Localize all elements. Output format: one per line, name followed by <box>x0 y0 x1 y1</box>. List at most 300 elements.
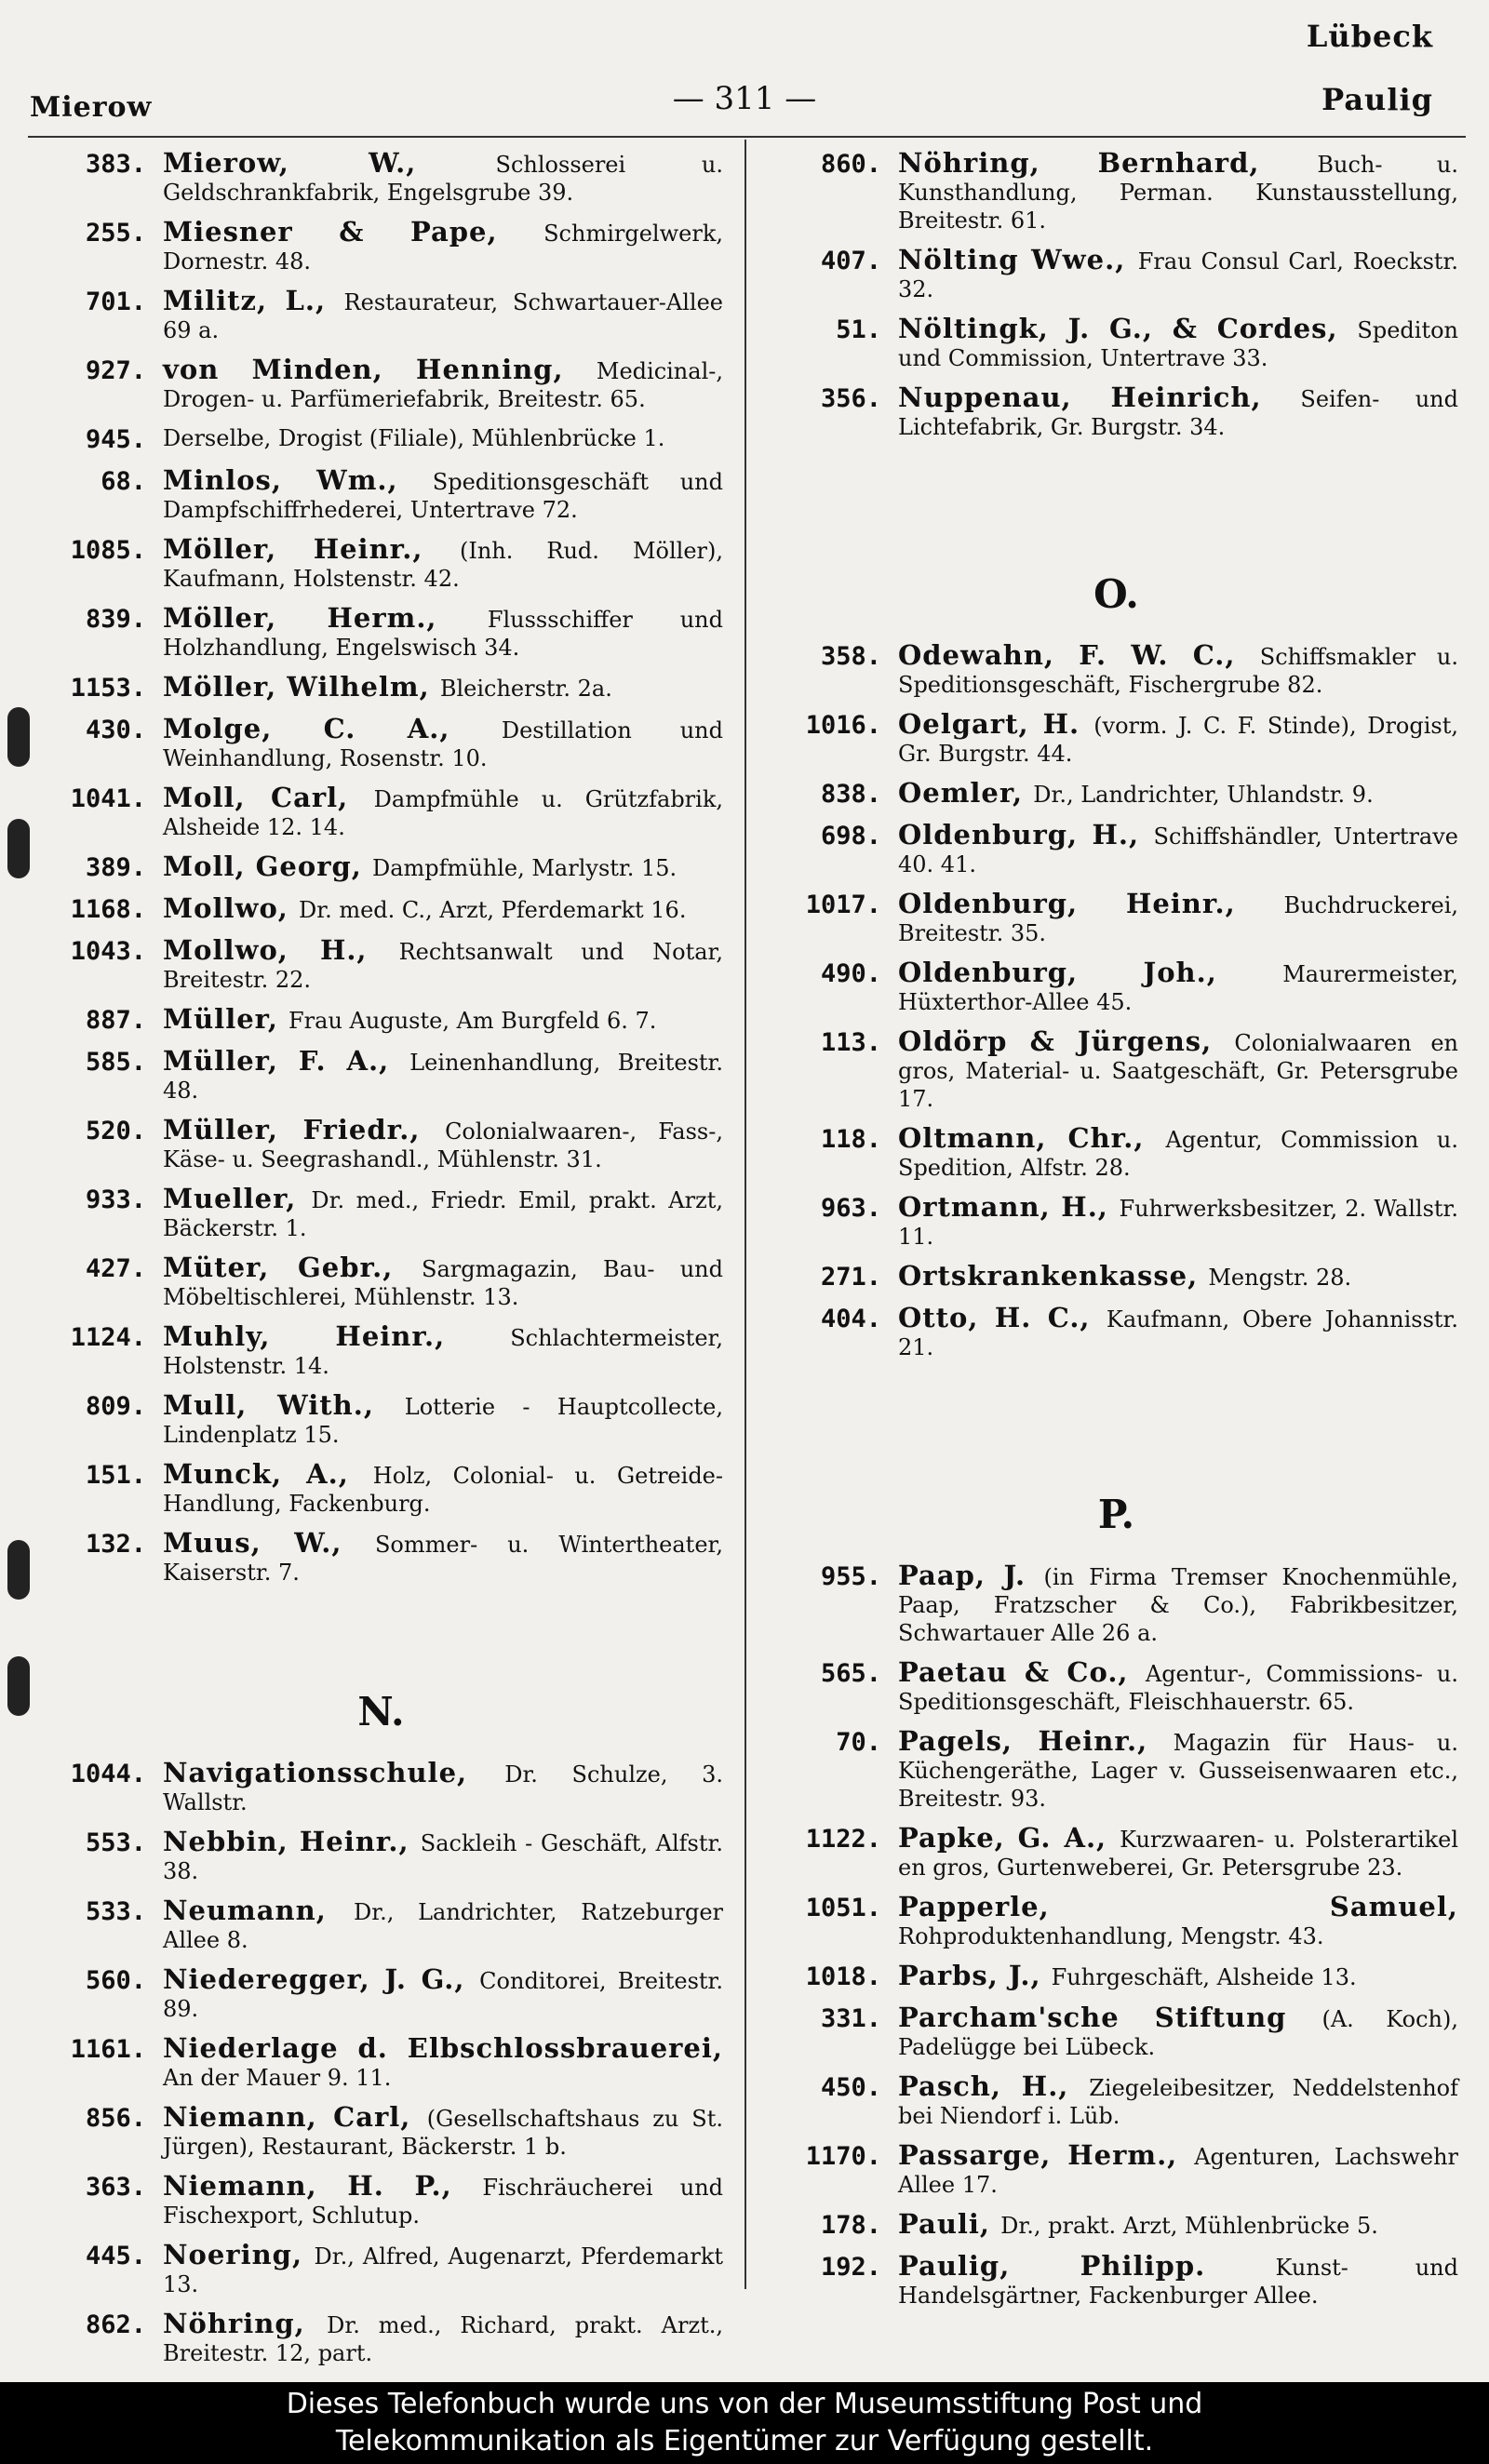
directory-entry <box>774 1893 1458 1950</box>
entry-text <box>163 1460 723 1518</box>
entry-details: Frau Auguste, Am Burgfeld 6. 7. <box>288 1008 657 1034</box>
entry-name: Pasch, H., <box>898 2070 1090 2102</box>
entry-details: Dr., prakt. Arzt, Mühlenbrücke 5. <box>1000 2213 1378 2239</box>
phone-number: 1044. <box>70 1760 146 1788</box>
directory-entry <box>39 1322 723 1380</box>
column-divider <box>744 140 746 2289</box>
entry-name: Möller, Herm., <box>163 602 488 634</box>
directory-entry <box>774 641 1458 699</box>
directory-entry <box>774 2072 1458 2130</box>
entry-details: Buch- u. Kunsthandlung, Perman. Kunstausstellung, Breitestr. 61. <box>898 152 1458 234</box>
phone-number: 1124. <box>70 1323 146 1352</box>
entry-text <box>163 604 723 662</box>
directory-entry <box>774 1658 1458 1716</box>
directory-entry <box>39 1896 723 1954</box>
phone-number: 533. <box>85 1897 146 1926</box>
entry-text <box>163 466 723 524</box>
directory-entry <box>774 1561 1458 1647</box>
entry-text <box>163 218 723 275</box>
entry-name: Möller, Heinr., <box>163 533 460 565</box>
entry-name: Moll, Carl, <box>163 782 374 813</box>
entry-name: Mollwo, <box>163 892 299 924</box>
entry-text <box>898 1824 1458 1881</box>
phone-number: 565. <box>820 1659 881 1688</box>
phone-number: 839. <box>85 605 146 634</box>
binding-hole <box>7 819 30 878</box>
directory-entry <box>39 1828 723 1885</box>
entry-text <box>163 1253 723 1311</box>
entry-text <box>898 1193 1458 1251</box>
phone-number: 363. <box>85 2173 146 2202</box>
entry-name: Muhly, Heinr., <box>163 1320 511 1352</box>
entry-details: Schlachtermeister, Holstenstr. 14. <box>163 1325 723 1379</box>
phone-number: 1085. <box>70 536 146 565</box>
section-letter: P. <box>1097 1492 1135 1537</box>
entry-details: Bleicherstr. 2a. <box>439 676 612 702</box>
directory-entry <box>39 2034 723 2092</box>
phone-number: 132. <box>85 1530 146 1559</box>
entry-details: Derselbe, Drogist (Filiale), Mühlenbrücke 1. <box>163 425 665 451</box>
entry-details: Dr., Landrichter, Ratzeburger Allee 8. <box>163 1899 723 1953</box>
entry-text <box>898 779 1458 809</box>
footer-line-2: Telekommunikation als Eigentümer zur Verfügung gestellt. <box>335 2425 1154 2457</box>
left-column <box>39 149 723 2378</box>
entry-text <box>163 149 723 207</box>
entry-name: Mollwo, H., <box>163 934 399 966</box>
directory-entry <box>774 1727 1458 1813</box>
entry-name: Papke, G. A., <box>898 1822 1120 1854</box>
entry-name: Niemann, Carl, <box>163 2101 427 2133</box>
phone-number: 701. <box>85 288 146 316</box>
directory-entry <box>774 2252 1458 2310</box>
entry-details: Buchdruckerei, Breitestr. 35. <box>898 892 1458 946</box>
directory-entry <box>39 424 723 455</box>
phone-number: 113. <box>820 1028 881 1057</box>
entry-details: Dr. Schulze, 3. Wallstr. <box>163 1761 723 1815</box>
entry-details: Sommer- u. Wintertheater, Kaiserstr. 7. <box>163 1532 723 1586</box>
entry-name: Oldenburg, H., <box>898 819 1154 850</box>
entry-text <box>163 894 723 924</box>
directory-entry <box>39 1965 723 2023</box>
page-number: — 311 — <box>672 80 817 117</box>
phone-number: 860. <box>820 150 881 179</box>
phone-number: 1043. <box>70 937 146 966</box>
directory-entry <box>774 2210 1458 2241</box>
entry-text <box>163 2103 723 2161</box>
entry-name: Nöhring, Bernhard, <box>898 147 1318 179</box>
entry-name: Noering, <box>163 2239 315 2270</box>
entry-details: Lotterie - Hauptcollecte, Lindenplatz 15. <box>163 1394 723 1448</box>
directory-entry <box>774 2141 1458 2199</box>
directory-entry <box>39 1460 723 1518</box>
entry-details: Fuhrgeschäft, Alsheide 13. <box>1051 1964 1357 1990</box>
entry-name: Oldenburg, Heinr., <box>898 888 1284 919</box>
entry-text <box>898 383 1458 441</box>
directory-entry <box>39 355 723 413</box>
entry-text <box>898 1727 1458 1813</box>
phone-number: 1017. <box>805 891 881 919</box>
entry-name: Müller, Friedr., <box>163 1114 446 1145</box>
entry-name: Mueller, <box>163 1183 312 1214</box>
phone-number: 118. <box>820 1125 881 1154</box>
directory-entry <box>39 936 723 994</box>
entry-name: Oldörp & Jürgens, <box>898 1025 1235 1057</box>
phone-number: 450. <box>820 2073 881 2102</box>
entry-details: (vorm. J. C. F. Stinde), Drogist, Gr. Burgstr. 44. <box>898 713 1458 767</box>
directory-entry <box>774 149 1458 234</box>
phone-number: 68. <box>101 467 146 496</box>
entry-details: Magazin für Haus- u. Küchengeräthe, Lager v. Gusseisenwaaren etc., Breitestr. 93. <box>898 1730 1458 1812</box>
entry-details: Dr. med., Richard, prakt. Arzt., Breitestr. 12, part. <box>163 2312 723 2366</box>
phone-number: 255. <box>85 219 146 248</box>
phone-number: 51. <box>836 315 881 344</box>
entry-text <box>898 315 1458 372</box>
directory-entry <box>774 958 1458 1016</box>
entry-details: Dr. med. C., Arzt, Pferdemarkt 16. <box>298 897 687 923</box>
entry-text <box>163 673 723 703</box>
entry-details: Sackleih - Geschäft, Alfstr. 38. <box>163 1830 723 1884</box>
directory-entry <box>774 246 1458 303</box>
phone-number: 383. <box>85 150 146 179</box>
directory-entry <box>774 1193 1458 1251</box>
entry-text <box>163 1759 723 1816</box>
phone-number: 407. <box>820 247 881 275</box>
entry-text <box>163 535 723 593</box>
entry-name: Ortskrankenkasse, <box>898 1260 1209 1292</box>
directory-entry <box>774 1304 1458 1361</box>
entry-details: Speditionsgeschäft und Dampfschiffrhederei, Untertrave 72. <box>163 469 723 523</box>
phone-number: 698. <box>820 822 881 850</box>
entry-name: Mull, With., <box>163 1389 405 1421</box>
entry-name: Niederegger, J. G., <box>163 1963 480 1995</box>
directory-entry <box>774 383 1458 441</box>
entry-name: Minlos, Wm., <box>163 464 433 496</box>
entry-text <box>163 1185 723 1242</box>
directory-entry <box>774 821 1458 878</box>
entry-details: Kurzwaaren- u. Polsterartikel en gros, Gurtenweberei, Gr. Petersgrube 23. <box>898 1827 1458 1881</box>
entry-name: Militz, L., <box>163 285 344 316</box>
entry-details: An der Mauer 9. 11. <box>163 2065 392 2091</box>
entry-text <box>898 1262 1458 1292</box>
entry-details: Restaurateur, Schwartauer-Allee 69 a. <box>163 289 723 343</box>
directory-entry <box>39 2172 723 2230</box>
entry-name: Pauli, <box>898 2208 1001 2240</box>
phone-number: 271. <box>820 1263 881 1292</box>
entry-name: Oemler, <box>898 777 1034 809</box>
directory-entry <box>774 1962 1458 1992</box>
directory-entry <box>39 1185 723 1242</box>
binding-hole <box>7 1540 30 1600</box>
entry-name: Otto, H. C., <box>898 1302 1107 1333</box>
phone-number: 1016. <box>805 711 881 740</box>
directory-entry <box>774 1124 1458 1182</box>
header-rule <box>28 136 1466 138</box>
directory-entry <box>39 894 723 925</box>
entry-text <box>898 1658 1458 1716</box>
entry-text <box>898 2210 1458 2240</box>
phone-number: 490. <box>820 959 881 988</box>
phone-number: 809. <box>85 1392 146 1421</box>
directory-entry <box>39 535 723 593</box>
entry-details: Agentur-, Commissions- u. Speditionsgeschäft, Fleischhauerstr. 65. <box>898 1661 1459 1715</box>
phone-number: 1122. <box>805 1825 881 1854</box>
phone-number: 1161. <box>70 2035 146 2064</box>
entry-name: Passarge, Herm., <box>898 2139 1195 2171</box>
phone-number: 553. <box>85 1828 146 1857</box>
entry-details: Dampfmühle u. Grützfabrik, Alsheide 12. 14. <box>163 786 723 840</box>
entry-details: Leinenhandlung, Breitestr. 48. <box>163 1050 723 1104</box>
entry-text <box>898 2252 1458 2310</box>
entry-details: Seifen- und Lichtefabrik, Gr. Burgstr. 34. <box>898 386 1458 440</box>
directory-entry <box>774 710 1458 768</box>
entry-text <box>898 2141 1458 2199</box>
phone-number: 520. <box>85 1117 146 1145</box>
entry-details: Schiffsmakler u. Speditionsgeschäft, Fischergrube 82. <box>898 644 1458 698</box>
entry-details: Kunst- und Handelsgärtner, Fackenburger Allee. <box>898 2255 1458 2309</box>
entry-details: Sargmagazin, Bau- und Möbeltischlerei, Mühlenstr. 13. <box>163 1256 724 1310</box>
phone-number: 404. <box>820 1305 881 1333</box>
phone-number: 927. <box>85 356 146 385</box>
footer-line-1: Dieses Telefonbuch wurde uns von der Museumsstiftung Post und <box>286 2388 1203 2420</box>
entry-details: Schmirgelwerk, Dornestr. 48. <box>163 221 723 275</box>
directory-entry <box>774 2003 1458 2061</box>
entry-name: Mierow, W., <box>163 147 496 179</box>
entry-text <box>163 1965 723 2023</box>
phone-number: 1153. <box>70 674 146 703</box>
entry-details: Ziegeleibesitzer, Neddelstenhof bei Niendorf i. Lüb. <box>898 2075 1458 2129</box>
phone-number: 358. <box>820 642 881 671</box>
directory-entry <box>39 1391 723 1449</box>
directory-entry <box>39 852 723 883</box>
entry-name: Niederlage d. Elbschlossbrauerei, <box>163 2032 723 2064</box>
directory-entry <box>39 673 723 703</box>
entry-text <box>898 1304 1458 1361</box>
entry-name: Müller, <box>163 1003 289 1035</box>
phone-number: 933. <box>85 1185 146 1214</box>
directory-entry <box>774 315 1458 372</box>
entry-text <box>163 424 723 452</box>
entry-text <box>163 355 723 413</box>
entry-details: Dr., Alfred, Augenarzt, Pferdemarkt 13. <box>163 2243 723 2297</box>
entry-text <box>163 715 723 772</box>
directory-entry <box>39 2103 723 2161</box>
entry-details: Medicinal-, Drogen- u. Parfümeriefabrik, Breitestr. 65. <box>163 358 723 412</box>
entry-name: Neumann, <box>163 1895 354 1926</box>
entry-text <box>898 149 1458 234</box>
phone-number: 585. <box>85 1048 146 1077</box>
directory-entry <box>39 466 723 524</box>
entry-text <box>163 2241 723 2298</box>
entry-name: Parbs, J., <box>898 1960 1052 1991</box>
entry-details: Frau Consul Carl, Roeckstr. 32. <box>898 248 1459 302</box>
entry-details: Schlosserei u. Geldschrankfabrik, Engelsgrube 39. <box>163 152 723 206</box>
directory-entry <box>39 1005 723 1036</box>
entry-text <box>163 1047 723 1105</box>
phone-number: 430. <box>85 716 146 744</box>
entry-name: Nöltingk, J. G., & Cordes, <box>898 313 1358 344</box>
entry-text <box>898 2003 1458 2061</box>
entry-details: Rechtsanwalt und Notar, Breitestr. 22. <box>163 939 723 993</box>
phone-number: 192. <box>820 2253 881 2282</box>
phone-number: 445. <box>85 2242 146 2270</box>
entry-name: Nöhring, <box>163 2308 328 2339</box>
entry-name: Parcham'sche Stiftung <box>898 2002 1322 2033</box>
entry-name: Muus, W., <box>163 1527 375 1559</box>
entry-name: Odewahn, F. W. C., <box>898 639 1260 671</box>
entry-text <box>163 2034 723 2092</box>
directory-entry <box>39 218 723 275</box>
entry-details: Agentur, Commission u. Spedition, Alfstr. 28. <box>898 1127 1458 1181</box>
phone-number: 945. <box>85 425 146 454</box>
binding-hole <box>7 1656 30 1716</box>
entry-text <box>898 710 1458 768</box>
phone-number: 1041. <box>70 784 146 813</box>
entry-details: Dr., Landrichter, Uhlandstr. 9. <box>1033 782 1374 808</box>
entry-text <box>163 2310 723 2367</box>
entry-name: Paulig, Philipp. <box>898 2250 1276 2282</box>
entry-name: Niemann, H. P., <box>163 2170 483 2202</box>
entry-details: Maurermeister, Hüxterthor-Allee 45. <box>898 961 1458 1015</box>
entry-details: Agenturen, Lachswehr Allee 17. <box>898 2144 1458 2198</box>
entry-text <box>898 958 1458 1016</box>
entry-name: Oltmann, Chr., <box>898 1122 1166 1154</box>
entry-details: Rohproduktenhandlung, Mengstr. 43. <box>898 1923 1324 1949</box>
entry-text <box>898 1561 1458 1647</box>
footer-notice <box>0 2382 1489 2464</box>
entry-name: Ortmann, H., <box>898 1191 1120 1223</box>
entry-details: (A. Koch), Padelügge bei Lübeck. <box>898 2006 1459 2060</box>
phone-number: 1051. <box>805 1894 881 1922</box>
entry-text <box>163 1116 723 1173</box>
phone-number: 862. <box>85 2310 146 2339</box>
entry-text <box>163 1322 723 1380</box>
entry-details: Destillation und Weinhandlung, Rosenstr. 10. <box>163 717 723 771</box>
phone-number: 389. <box>85 853 146 882</box>
entry-details: Schiffshändler, Untertrave 40. 41. <box>898 824 1459 877</box>
directory-entry <box>774 890 1458 947</box>
entry-name: Nölting Wwe., <box>898 244 1138 275</box>
phone-number: 427. <box>85 1254 146 1283</box>
entry-name: Paap, J. <box>898 1560 1044 1591</box>
entry-text <box>898 1027 1458 1113</box>
entry-text <box>163 1896 723 1954</box>
header-city: Lübeck <box>1306 19 1433 54</box>
entry-details: Mengstr. 28. <box>1208 1265 1352 1291</box>
entry-name: Molge, C. A., <box>163 713 502 744</box>
entry-details: Colonialwaaren-, Fass-, Käse- u. Seegrashandl., Mühlenstr. 31. <box>163 1118 723 1172</box>
entry-text <box>898 821 1458 878</box>
entry-details: Spediton und Commission, Untertrave 33. <box>898 317 1458 371</box>
directory-entry <box>774 1027 1458 1113</box>
entry-name: Papperle, Samuel, <box>898 1891 1458 1922</box>
entry-text <box>163 2172 723 2230</box>
entry-name: Pagels, Heinr., <box>898 1725 1174 1757</box>
entry-name: Oldenburg, Joh., <box>898 957 1283 988</box>
entry-details: Fischräucherei und Fischexport, Schlutup. <box>163 2175 724 2229</box>
section-letter: O. <box>1093 571 1139 617</box>
entry-name: Müter, Gebr., <box>163 1252 423 1283</box>
directory-entry <box>39 1529 723 1587</box>
entry-details: Conditorei, Breitestr. 89. <box>163 1968 724 2022</box>
phone-number: 178. <box>820 2211 881 2240</box>
header-last-entry: Paulig <box>1321 82 1433 117</box>
entry-text <box>898 641 1458 699</box>
phone-number: 1170. <box>805 2142 881 2171</box>
entry-text <box>163 287 723 344</box>
directory-entry <box>39 1116 723 1173</box>
right-column <box>774 149 1458 2321</box>
entry-text <box>163 783 723 841</box>
entry-details: Flussschiffer und Holzhandlung, Engelswisch 34. <box>163 607 723 661</box>
phone-number: 151. <box>85 1461 146 1490</box>
directory-entry <box>39 2241 723 2298</box>
entry-text <box>163 1529 723 1587</box>
directory-entry <box>39 604 723 662</box>
phone-number: 887. <box>85 1006 146 1035</box>
directory-entry <box>774 1824 1458 1881</box>
entry-name: Möller, Wilhelm, <box>163 671 440 703</box>
directory-entry <box>39 287 723 344</box>
header-first-entry: Mierow <box>30 91 153 124</box>
phone-number: 955. <box>820 1562 881 1591</box>
entry-name: von Minden, Henning, <box>163 354 597 385</box>
directory-entry <box>39 1253 723 1311</box>
phone-number: 70. <box>836 1728 881 1757</box>
phone-number: 856. <box>85 2104 146 2133</box>
entry-details: (Inh. Rud. Möller), Kaufmann, Holstenstr. 42. <box>163 538 723 592</box>
entry-text <box>163 936 723 994</box>
entry-name: Miesner & Pape, <box>163 216 544 248</box>
section-letter: N. <box>357 1689 405 1734</box>
entry-text <box>898 1124 1458 1182</box>
entry-details: Dampfmühle, Marlystr. 15. <box>371 855 677 881</box>
directory-entry <box>774 1262 1458 1292</box>
phone-number: 1018. <box>805 1962 881 1991</box>
entry-details: Holz, Colonial- u. Getreide-Handlung, Fackenburg. <box>163 1463 723 1517</box>
entry-details: (Gesellschaftshaus zu St. Jürgen), Restaurant, Bäckerstr. 1 b. <box>163 2106 724 2160</box>
directory-entry <box>774 779 1458 810</box>
entry-name: Moll, Georg, <box>163 850 372 882</box>
directory-entry <box>39 783 723 841</box>
entry-name: Navigationsschule, <box>163 1757 505 1788</box>
entry-name: Munck, A., <box>163 1458 373 1490</box>
entry-name: Nuppenau, Heinrich, <box>898 382 1301 413</box>
entry-details: Fuhrwerksbesitzer, 2. Wallstr. 11. <box>898 1196 1458 1250</box>
entry-text <box>898 2072 1458 2130</box>
phone-number: 331. <box>820 2004 881 2033</box>
entry-name: Nebbin, Heinr., <box>163 1826 421 1857</box>
phone-number: 356. <box>820 384 881 413</box>
entry-text <box>898 890 1458 947</box>
entry-details: (in Firma Tremser Knochenmühle, Paap, Fratzscher & Co.), Fabrikbesitzer, Schwartauer Alle 26 a. <box>898 1564 1458 1646</box>
phone-number: 963. <box>820 1194 881 1223</box>
phone-number: 560. <box>85 1966 146 1995</box>
directory-entry <box>39 149 723 207</box>
directory-entry <box>39 1759 723 1816</box>
phone-number: 838. <box>820 780 881 809</box>
entry-details: Colonialwaaren en gros, Material- u. Saatgeschäft, Gr. Petersgrube 17. <box>898 1030 1458 1112</box>
entry-text <box>898 1962 1458 1991</box>
directory-entry <box>39 1047 723 1105</box>
entry-text <box>898 1893 1458 1950</box>
entry-name: Müller, F. A., <box>163 1045 410 1077</box>
entry-text <box>898 246 1458 303</box>
directory-entry <box>39 2310 723 2367</box>
entry-name: Oelgart, H. <box>898 708 1094 740</box>
phone-number: 1168. <box>70 895 146 924</box>
entry-name: Paetau & Co., <box>898 1656 1146 1688</box>
directory-entry <box>39 715 723 772</box>
